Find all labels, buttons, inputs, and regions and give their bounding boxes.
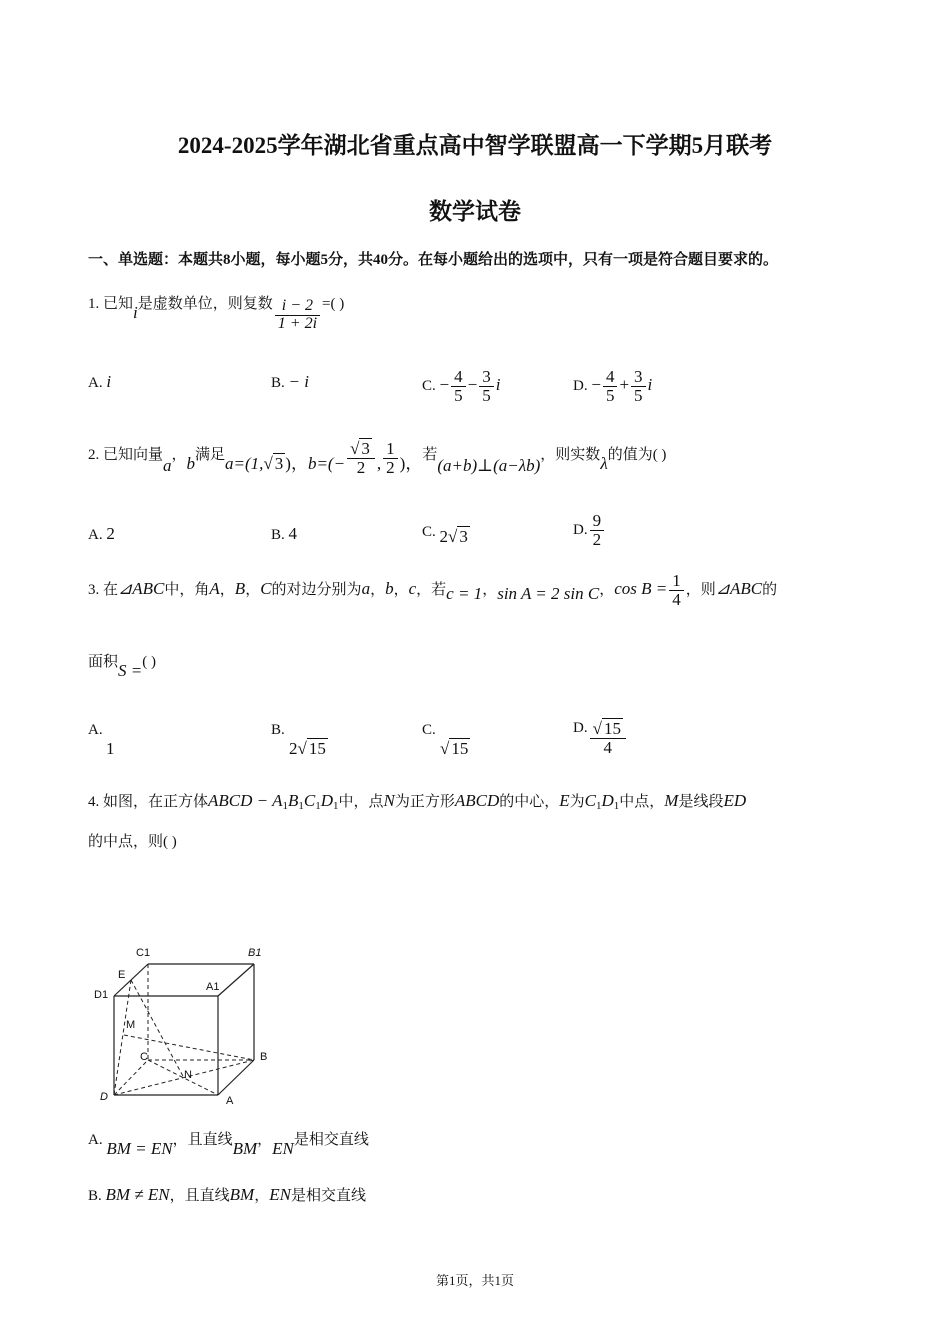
q3-option-a (88, 722, 115, 759)
q3-opt-b-coef: 2 (289, 739, 298, 758)
q2-opt-c-coef: 2 (439, 527, 449, 546)
q1-opt-c-frac1 (451, 368, 466, 405)
q4-E: E (559, 791, 570, 810)
q4-option-a (88, 1128, 369, 1159)
q4-cube3: C (303, 791, 316, 810)
q3-opt-c-rad: 15 (451, 739, 469, 758)
q4-text-b: 中，点 (338, 794, 384, 810)
question-2-stem (88, 440, 666, 477)
q2-option-d (573, 512, 606, 549)
q3-option-b (271, 722, 328, 759)
q2-opt-d-frac (590, 512, 605, 549)
q3-c-eq: c = 1 (446, 583, 483, 603)
q3-s4: ， (393, 581, 409, 598)
q4-sub-1d: 1 (332, 800, 339, 812)
q1-opt-c-label: C. (422, 377, 436, 394)
q3-text-e: ，则 (685, 581, 716, 598)
q2-var-a: a (163, 455, 172, 475)
q1-opt-d-frac2 (631, 368, 646, 405)
q1-opt-c-d1: 5 (454, 385, 463, 405)
q1-opt-d-mid: + (619, 374, 630, 394)
q3-C: C (260, 578, 272, 598)
q4-opt-a-en: EN (272, 1139, 294, 1158)
q2-option-c (422, 524, 470, 547)
q2-frac1-num: √ 3 (347, 440, 375, 459)
q2-option-b (271, 524, 297, 544)
question-4-stem (88, 790, 746, 812)
q4-d1: D (601, 791, 614, 810)
q4-option-b (88, 1184, 366, 1205)
q1-var-i: i (133, 303, 138, 322)
q3-text-a: 3. 在 (88, 581, 119, 598)
q3-a: a (361, 578, 371, 598)
q3-c: c (408, 578, 417, 598)
q2-opt-d-num: 9 (590, 512, 605, 531)
q1-option-d (573, 368, 652, 405)
q1-opt-b-label: B. (271, 375, 285, 391)
q1-option-a (88, 372, 111, 392)
q2-opt-b-label: B. (271, 527, 285, 543)
q2-vec-b-def: b=(− (307, 453, 346, 473)
label-a: A (226, 1095, 234, 1107)
q2-vec-a-close: )， (285, 453, 308, 473)
label-b1: B1 (248, 947, 262, 959)
q4-opt-a-mid: ，且直线 (172, 1132, 233, 1148)
q1-option-c (422, 368, 500, 405)
q4-text-g: 是线段 (678, 794, 724, 810)
q1-opt-d-d2: 5 (634, 385, 643, 405)
question-4-line-2: 的中点，则( ) (88, 834, 177, 850)
q3-text-b: 中，角 (164, 581, 210, 598)
q4-opt-b-sep: ， (254, 1188, 270, 1204)
q2-frac1-den: 2 (356, 457, 366, 477)
q3-opt-d-den: 4 (603, 737, 613, 757)
q3-tri: ⊿ABC (118, 578, 165, 598)
q2-text-c: ，则实数 (540, 446, 601, 463)
label-a1: A1 (206, 981, 220, 993)
q2-text-b: 满足 (195, 446, 226, 463)
q4-text-f: 中点， (619, 794, 665, 810)
q2-comma: , (376, 453, 382, 473)
q2-opt-c-label: C. (422, 524, 436, 540)
q2-frac1-rad: 3 (361, 439, 370, 458)
q1-opt-c-d2: 5 (482, 385, 491, 405)
q4-text-c: 为正方形 (394, 794, 455, 810)
q3-tri2: ⊿ABC (715, 578, 763, 598)
q2-frac2-den: 2 (386, 457, 395, 477)
q2-opt-c-sqrt: √ 3 (448, 527, 468, 546)
q2-text-a: 2. 已知向量 (88, 446, 164, 463)
q3-opt-d-label: D. (573, 720, 588, 736)
q4-opt-a-end: 是相交直线 (293, 1132, 369, 1148)
question-3-stem (88, 572, 777, 609)
q2-frac1 (347, 440, 375, 477)
q3-S: S = (118, 661, 143, 680)
q3-opt-a-value: 1 (106, 739, 115, 758)
q4-opt-b-bm: BM (229, 1185, 255, 1204)
q1-opt-d-d1: 5 (605, 385, 615, 405)
q1-opt-d-frac1 (603, 368, 618, 405)
q4-text-d: 的中心， (499, 794, 560, 810)
q1-opt-c-n2: 3 (479, 368, 494, 387)
q3-cos-den: 4 (672, 589, 681, 609)
segment-e-d (114, 980, 131, 1095)
q1-fraction (275, 298, 320, 333)
q3-opt-a-label: A. (88, 722, 103, 738)
q4-c1: C (584, 791, 596, 810)
q1-opt-d-label: D. (573, 377, 588, 394)
q2-opt-a-value: 2 (106, 524, 115, 543)
q3-s2: ， (245, 581, 261, 598)
q1-opt-c-post: i (495, 374, 501, 394)
q1-opt-d-n1: 4 (603, 368, 618, 387)
q1-frac-den: 1 + 2i (277, 315, 318, 332)
q4-opt-a-bm: BM (232, 1139, 258, 1158)
q3-s3: ， (370, 581, 386, 598)
label-e: E (118, 969, 126, 981)
q3-text-f: 的 (762, 581, 778, 598)
label-m: M (126, 1019, 136, 1031)
q4-opt-b-end: 是相交直线 (290, 1188, 366, 1204)
q3-line2b: ( ) (142, 654, 156, 670)
q4-text-e: 为 (569, 794, 585, 810)
q4-sub-1f: 1 (613, 800, 620, 812)
q2-var-b: b (186, 453, 196, 473)
q1-opt-a-value: i (106, 372, 112, 391)
q1-opt-c-n1: 4 (451, 368, 466, 387)
q4-opt-a-label: A. (88, 1132, 103, 1148)
q4-cube: ABCD − A (208, 791, 283, 810)
q2-sqrt3: √ 3 (263, 453, 284, 473)
label-d1: D1 (94, 989, 109, 1001)
q3-text-c: 的对边分别为 (271, 581, 362, 598)
q4-opt-a-sep: ， (257, 1132, 273, 1148)
q2-vec-b-close: )， (399, 453, 423, 473)
title-line-1: 2024-2025学年湖北省重点高中智学联盟高一下学期5月联考 (177, 133, 773, 158)
q2-sqrt3-rad: 3 (274, 453, 284, 473)
q3-option-d (573, 720, 628, 757)
q3-s1: ， (219, 581, 235, 598)
q4-M: M (664, 791, 679, 810)
q2-vec-a-def: a=(1, (225, 453, 264, 473)
label-n: N (184, 1069, 192, 1081)
q3-opt-c-sqrt: √ 15 (440, 739, 469, 758)
q2-option-a (88, 524, 115, 544)
q1-opt-d-pre: − (591, 374, 601, 394)
q4-opt-b-eq: BM ≠ EN (105, 1185, 170, 1204)
q1-text-c: =( ) (322, 296, 345, 312)
q1-opt-b-value: − i (288, 372, 309, 391)
q3-opt-b-sqrt: √ 15 (297, 739, 326, 758)
q3-s6: ， (599, 581, 615, 598)
label-c1: C1 (136, 947, 151, 959)
q3-text-d: ，若 (416, 581, 447, 598)
q2-frac2-num: 1 (383, 440, 398, 459)
q3-B: B (234, 578, 246, 598)
q1-text-b: 是虚数单位，则复数 (137, 296, 273, 312)
q3-s5: ， (482, 581, 498, 598)
page-footer: 第1页，共1页 (435, 1273, 514, 1288)
edge-a1-b1 (218, 964, 254, 996)
label-c: C (140, 1051, 148, 1063)
q3-opt-d-rad: 15 (603, 719, 621, 738)
q2-lambda: λ (600, 453, 608, 473)
q4-cube2: B (287, 791, 299, 810)
q3-opt-d-num: √ 15 (590, 720, 626, 739)
q2-opt-c-rad: 3 (459, 527, 468, 546)
q1-text-a: 1. 已知 (88, 296, 134, 312)
q4-sub-1b: 1 (298, 800, 304, 812)
question-1-stem (88, 292, 344, 333)
q4-sub-1e: 1 (596, 800, 602, 812)
cube-figure (88, 940, 288, 1115)
q2-sep1: ， (171, 446, 187, 463)
title-line-2: 数学试卷 (429, 199, 521, 224)
q4-opt-b-mid: ，且直线 (169, 1188, 230, 1204)
q3-b: b (385, 578, 394, 598)
q2-text-d: 的值为( ) (607, 446, 667, 463)
q2-condition: (a+b)⊥(a−λb) (437, 455, 541, 475)
q3-opt-c-label: C. (422, 722, 436, 738)
q2-opt-a-label: A. (88, 527, 103, 543)
label-d: D (100, 1091, 108, 1103)
q4-ED: ED (723, 791, 747, 810)
q1-opt-d-post: i (647, 374, 653, 394)
q1-frac-num: i − 2 (275, 298, 320, 316)
q3-sin-rel: sin A = 2 sin C (497, 583, 600, 603)
q1-opt-c-mid: − (467, 374, 478, 394)
q4-opt-a-eq: BM = EN (106, 1139, 173, 1158)
q4-N: N (383, 791, 395, 810)
q1-opt-c-pre: − (439, 374, 450, 394)
edge-d-c (114, 1060, 148, 1095)
q1-option-b (271, 372, 309, 392)
q1-opt-a-label: A. (88, 375, 103, 391)
q3-A: A (209, 578, 220, 598)
q4-cube4: D (320, 791, 333, 810)
q3-cos-num: 1 (669, 572, 684, 591)
q3-opt-d-frac (590, 720, 626, 757)
q2-frac2 (383, 440, 398, 477)
q3-cos-frac (669, 572, 684, 609)
q2-opt-d-den: 2 (592, 529, 602, 549)
q3-line2a: 面积 (88, 654, 119, 670)
q3-option-c (422, 722, 470, 759)
q4-sub-1a: 1 (282, 800, 288, 812)
q3-cosB: cos B = (614, 578, 668, 598)
q3-opt-b-rad: 15 (308, 739, 326, 758)
q4-sub-1c: 1 (315, 800, 321, 812)
section-header: 一、单选题：本题共8小题，每小题5分，共40分。在每小题给出的选项中，只有一项是符合题目要求的。 (88, 252, 779, 268)
q2-opt-b-value: 4 (288, 524, 298, 543)
q1-opt-c-frac2 (479, 368, 494, 405)
q4-text-a: 4. 如图，在正方体 (88, 794, 209, 810)
edge-a-b (218, 1060, 254, 1095)
label-b: B (260, 1051, 268, 1063)
q1-opt-d-n2: 3 (631, 368, 646, 387)
q3-opt-b-label: B. (271, 722, 285, 738)
q4-opt-b-label: B. (88, 1188, 102, 1204)
segment-e-n (131, 980, 184, 1078)
question-3-line-2 (88, 650, 156, 681)
q2-opt-d-label: D. (573, 521, 588, 538)
q4-abcd: ABCD (454, 791, 500, 810)
q4-opt-b-en: EN (269, 1185, 291, 1204)
q2-ruo: 若 (422, 446, 438, 463)
